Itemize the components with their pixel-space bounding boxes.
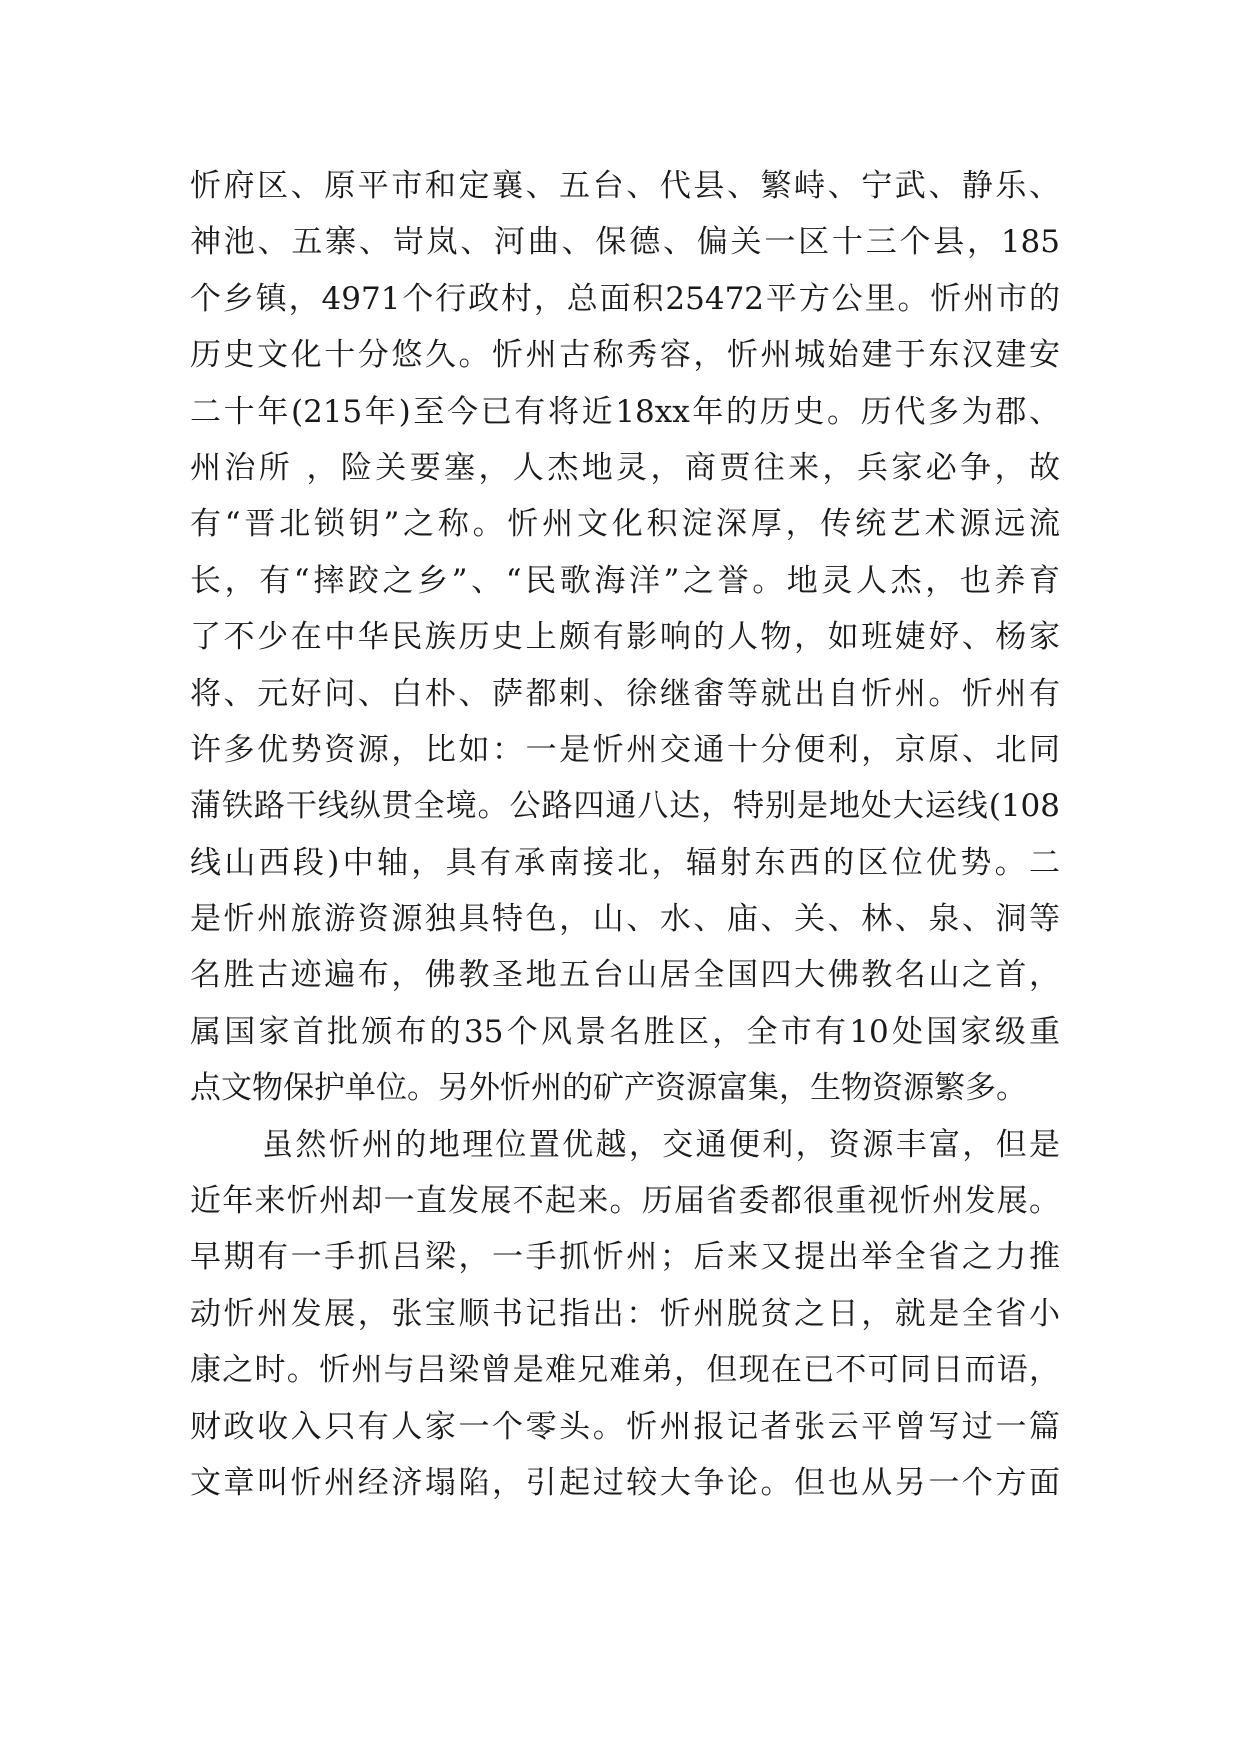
text-line: 神池、五寨、岢岚、河曲、保德、偏关一区十三个县，185 [190,224,1060,261]
text-line: 点文物保护单位。另外忻州的矿产资源富集，生物资源繁多。 [190,1070,1027,1107]
text-line: 近年来忻州却一直发展不起来。历届省委都很重视忻州发展。 [190,1183,1060,1220]
text-line: 州治所 ，险关要塞，人杰地灵，商贾往来，兵家必争，故 [190,449,1060,486]
text-line: 了不少在中华民族历史上颇有影响的人物，如班婕妤、杨家 [190,619,1060,656]
document-body [190,158,1060,1511]
text-line: 二十年(215年)至今已有将近18xx年的历史。历代多为郡、 [190,393,1060,430]
text-line: 动忻州发展，张宝顺书记指出：忻州脱贫之日，就是全省小 [190,1295,1060,1332]
text-line: 许多优势资源，比如：一是忻州交通十分便利，京原、北同 [190,731,1060,768]
text-line: 名胜古迹遍布，佛教圣地五台山居全国四大佛教名山之首， [190,957,1060,994]
text-line: 虽然忻州的地理位置优越，交通便利，资源丰富，但是 [262,1126,1060,1163]
paragraph [190,1117,1060,1512]
text-line: 线山西段)中轴，具有承南接北，辐射东西的区位优势。二 [190,844,1060,881]
text-line: 个乡镇，4971个行政村，总面积25472平方公里。忻州市的 [190,280,1060,317]
text-line: 早期有一手抓吕梁，一手抓忻州；后来又提出举全省之力推 [190,1239,1060,1276]
text-line: 长，有“摔跤之乡”、“民歌海洋”之誉。地灵人杰，也养育 [190,562,1060,599]
text-line: 康之时。忻州与吕梁曾是难兄难弟，但现在已不可同日而语， [190,1352,1060,1389]
text-line: 有“晋北锁钥”之称。忻州文化积淀深厚，传统艺术源远流 [190,506,1060,543]
text-line: 是忻州旅游资源独具特色，山、水、庙、关、林、泉、洞等 [190,901,1060,938]
text-line: 忻府区、原平市和定襄、五台、代县、繁峙、宁武、静乐、 [190,168,1060,204]
text-line: 属国家首批颁布的35个风景名胜区，全市有10处国家级重 [190,1013,1060,1050]
text-line: 将、元好问、白朴、萨都剌、徐继畬等就出自忻州。忻州有 [190,675,1060,712]
text-line: 文章叫忻州经济塌陷，引起过较大争论。但也从另一个方面 [190,1464,1060,1501]
text-line: 历史文化十分悠久。忻州古称秀容，忻州城始建于东汉建安 [190,337,1060,374]
paragraph [190,158,1060,1117]
text-line: 财政收入只有人家一个零头。忻州报记者张云平曾写过一篇 [190,1408,1060,1445]
text-line: 蒲铁路干线纵贯全境。公路四通八达，特别是地处大运线(108 [190,788,1060,825]
